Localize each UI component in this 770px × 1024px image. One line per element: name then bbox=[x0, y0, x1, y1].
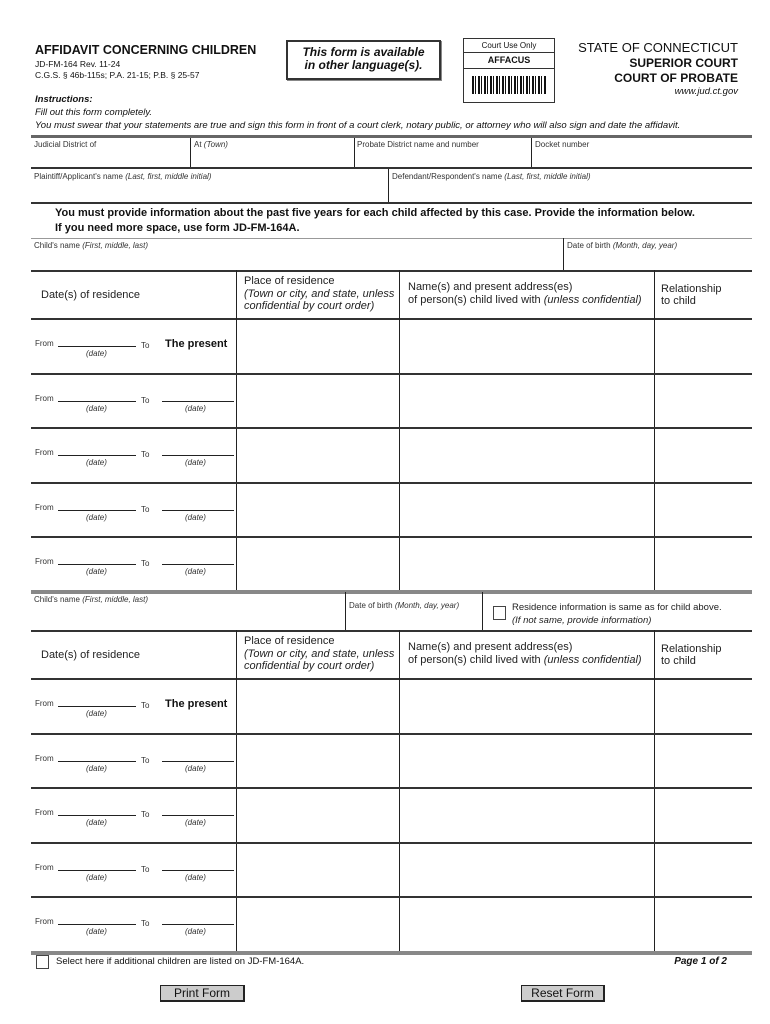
date-hint: (date) bbox=[86, 764, 107, 773]
notice-line-2: If you need more space, use form JD-FM-164A. bbox=[55, 222, 300, 234]
date-hint: (date) bbox=[86, 873, 107, 882]
col-names-header: Name(s) and present address(es) of person(s) child lived with (unless confidential) bbox=[408, 641, 642, 666]
date-hint: (date) bbox=[185, 818, 206, 827]
child-2-row-1-from-date-input[interactable] bbox=[58, 706, 136, 707]
from-label: From bbox=[35, 754, 54, 763]
col-place-header: Place of residence (Town or city, and state, unless confidential by court order) bbox=[244, 635, 395, 672]
town-label: At (Town) bbox=[194, 140, 228, 149]
statutes: C.G.S. § 46b-115s; P.A. 21-15; P.B. § 25-57 bbox=[35, 70, 200, 80]
col-names-header: Name(s) and present address(es) of person(s) child lived with (unless confidential) bbox=[408, 281, 642, 306]
child-2-row-5-from-date-input[interactable] bbox=[58, 924, 136, 925]
additional-children-checkbox[interactable] bbox=[36, 955, 49, 969]
to-label: To bbox=[141, 559, 150, 568]
date-hint: (date) bbox=[185, 458, 206, 467]
child-1-row-4-from-date-input[interactable] bbox=[58, 510, 136, 511]
form-title: AFFIDAVIT CONCERNING CHILDREN bbox=[35, 43, 257, 57]
child-1-row-5-to-date-input[interactable] bbox=[162, 564, 234, 565]
child-1-dob-label: Date of birth (Month, day, year) bbox=[567, 241, 678, 250]
child-1-row-3-to-date-input[interactable] bbox=[162, 455, 234, 456]
barcode bbox=[472, 76, 546, 94]
defendant-label: Defendant/Respondent's name (Last, first, middle initial) bbox=[392, 172, 591, 181]
from-label: From bbox=[35, 863, 54, 872]
reset-form-button[interactable]: Reset Form bbox=[521, 985, 605, 1002]
date-hint: (date) bbox=[86, 567, 107, 576]
plaintiff-label: Plaintiff/Applicant's name (Last, first, middle initial) bbox=[34, 172, 212, 181]
print-form-button[interactable]: Print Form bbox=[160, 985, 245, 1002]
date-hint: (date) bbox=[86, 513, 107, 522]
child-2-name-label: Child's name (First, middle, last) bbox=[34, 595, 149, 604]
date-hint: (date) bbox=[185, 567, 206, 576]
from-label: From bbox=[35, 917, 54, 926]
date-hint: (date) bbox=[86, 349, 107, 358]
to-label: To bbox=[141, 919, 150, 928]
to-label: To bbox=[141, 341, 150, 350]
court-use-label: Court Use Only bbox=[464, 39, 554, 53]
date-hint: (date) bbox=[185, 404, 206, 413]
same-residence-checkbox[interactable] bbox=[493, 606, 506, 620]
website: www.jud.ct.gov bbox=[674, 86, 738, 97]
date-hint: (date) bbox=[86, 709, 107, 718]
date-hint: (date) bbox=[86, 927, 107, 936]
child-1-row-5-from-date-input[interactable] bbox=[58, 564, 136, 565]
instructions-line-2: You must swear that your statements are true and sign this form in front of a court clerk, notary public, or attorney who will also sign and date the affidavit. bbox=[35, 120, 681, 131]
child-2-row-4-to-date-input[interactable] bbox=[162, 870, 234, 871]
date-hint: (date) bbox=[185, 513, 206, 522]
col-relationship-header: Relationship to child bbox=[661, 283, 722, 307]
from-label: From bbox=[35, 808, 54, 817]
to-label: To bbox=[141, 505, 150, 514]
additional-children-label: Select here if additional children are listed on JD-FM-164A. bbox=[56, 956, 305, 967]
from-label: From bbox=[35, 448, 54, 457]
from-label: From bbox=[35, 503, 54, 512]
date-hint: (date) bbox=[86, 458, 107, 467]
to-label: To bbox=[141, 450, 150, 459]
judicial-district-label: Judicial District of bbox=[34, 140, 97, 149]
child-2-row-2-from-date-input[interactable] bbox=[58, 761, 136, 762]
child-2-dob-label: Date of birth (Month, day, year) bbox=[349, 601, 460, 610]
from-label: From bbox=[35, 339, 54, 348]
from-label: From bbox=[35, 699, 54, 708]
language-notice bbox=[286, 40, 441, 80]
court-probate: COURT OF PROBATE bbox=[614, 71, 738, 85]
child-1-row-1-from-date-input[interactable] bbox=[58, 346, 136, 347]
to-label: To bbox=[141, 810, 150, 819]
date-hint: (date) bbox=[185, 927, 206, 936]
to-label: To bbox=[141, 865, 150, 874]
docket-label: Docket number bbox=[535, 140, 590, 149]
child-2-row-2-to-date-input[interactable] bbox=[162, 761, 234, 762]
to-label: To bbox=[141, 701, 150, 710]
child-1-name-label: Child's name (First, middle, last) bbox=[34, 241, 149, 250]
court-code: AFFACUS bbox=[464, 53, 554, 69]
date-hint: (date) bbox=[86, 818, 107, 827]
language-line-2: in other language(s). bbox=[304, 58, 423, 72]
child-1-row-2-from-date-input[interactable] bbox=[58, 401, 136, 402]
notice-line-1: You must provide information about the past five years for each child affected by this case. Provide the information below. bbox=[55, 207, 695, 219]
date-hint: (date) bbox=[185, 873, 206, 882]
court-use-box bbox=[463, 38, 555, 103]
probate-district-label: Probate District name and number bbox=[357, 140, 479, 149]
child-2-row-3-to-date-input[interactable] bbox=[162, 815, 234, 816]
col-relationship-header: Relationship to child bbox=[661, 643, 722, 667]
date-hint: (date) bbox=[185, 764, 206, 773]
state-name: STATE OF CONNECTICUT bbox=[578, 40, 738, 55]
col-place-header: Place of residence (Town or city, and state, unless confidential by court order) bbox=[244, 275, 395, 312]
to-present-label: The present bbox=[165, 338, 228, 350]
same-residence-label: Residence information is same as for child above. bbox=[512, 602, 722, 613]
from-label: From bbox=[35, 394, 54, 403]
from-label: From bbox=[35, 557, 54, 566]
child-1-row-3-from-date-input[interactable] bbox=[58, 455, 136, 456]
col-dates-header: Date(s) of residence bbox=[41, 649, 141, 661]
child-2-row-5-to-date-input[interactable] bbox=[162, 924, 234, 925]
instructions-line-1: Fill out this form completely. bbox=[35, 107, 153, 118]
child-1-row-2-to-date-input[interactable] bbox=[162, 401, 234, 402]
to-label: To bbox=[141, 396, 150, 405]
same-residence-hint: (If not same, provide information) bbox=[512, 615, 652, 626]
instructions-heading: Instructions: bbox=[35, 94, 93, 105]
to-present-label: The present bbox=[165, 698, 228, 710]
language-line-1: This form is available bbox=[302, 45, 425, 59]
child-2-row-4-from-date-input[interactable] bbox=[58, 870, 136, 871]
date-hint: (date) bbox=[86, 404, 107, 413]
page-number: Page 1 of 2 bbox=[674, 956, 727, 967]
court-superior: SUPERIOR COURT bbox=[629, 56, 738, 70]
to-label: To bbox=[141, 756, 150, 765]
child-2-row-3-from-date-input[interactable] bbox=[58, 815, 136, 816]
col-dates-header: Date(s) of residence bbox=[41, 289, 141, 301]
child-1-row-4-to-date-input[interactable] bbox=[162, 510, 234, 511]
form-id: JD-FM-164 Rev. 11-24 bbox=[35, 59, 121, 69]
